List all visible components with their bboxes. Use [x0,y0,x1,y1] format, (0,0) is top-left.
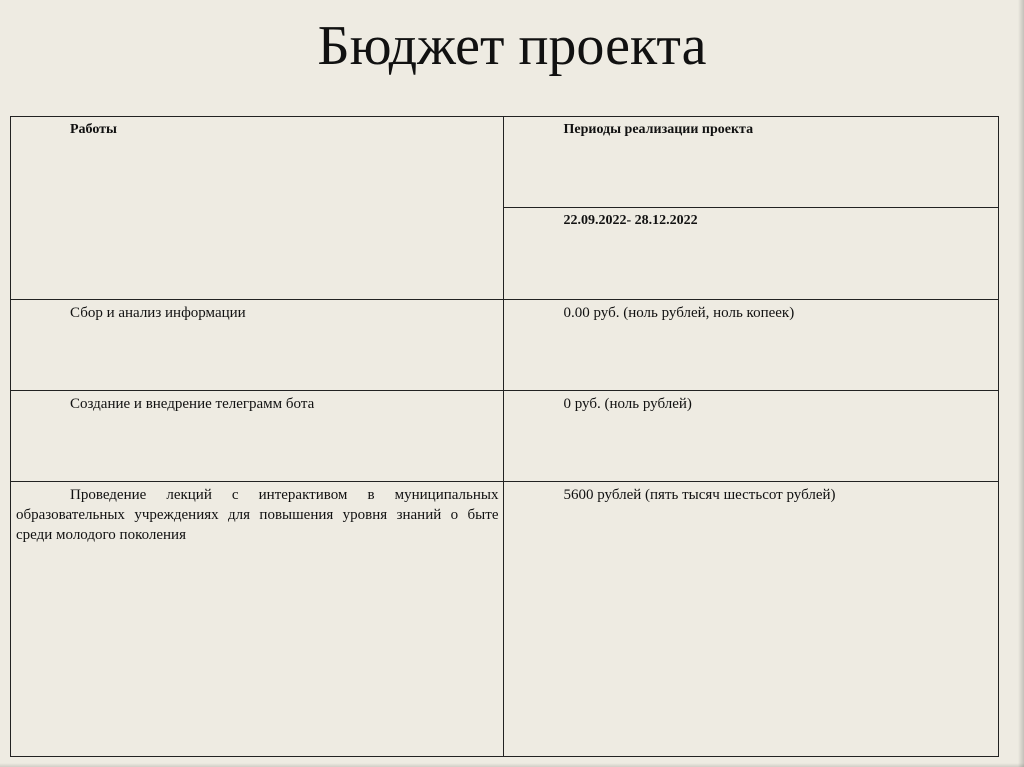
cost-label: 5600 рублей (пять тысяч шестьсот рублей) [563,487,836,503]
cost-label: 0 руб. (ноль рублей) [563,396,692,412]
budget-table [10,116,999,757]
work-cell [11,300,504,391]
cost-cell [504,391,999,482]
table-row [11,300,999,391]
header-row [11,117,999,208]
table-row [11,482,999,757]
cost-cell [504,300,999,391]
slide-title: Бюджет проекта [317,15,707,77]
work-cell [11,482,504,757]
work-label: Создание и внедрение телеграмм бота [70,396,315,412]
header-work-label: Работы [70,122,117,137]
slide-bottom-shadow [0,763,1024,767]
work-cell [11,391,504,482]
table-row [11,391,999,482]
header-cell-work [11,117,504,300]
work-label: Проведение лекций с интерактивом в муниципальных образовательных учреждениях для повышения уровня знаний о быте среди молодого поколения [16,487,499,543]
cost-label: 0.00 руб. (ноль рублей, ноль копеек) [563,305,795,321]
header-cell-periods [504,117,999,208]
slide-edge-shadow [1018,0,1024,767]
period-range-label: 22.09.2022- 28.12.2022 [563,213,698,228]
header-cell-period-range [504,208,999,300]
work-label: Сбор и анализ информации [70,305,246,321]
cost-cell [504,482,999,757]
header-periods-label: Периоды реализации проекта [563,122,754,137]
